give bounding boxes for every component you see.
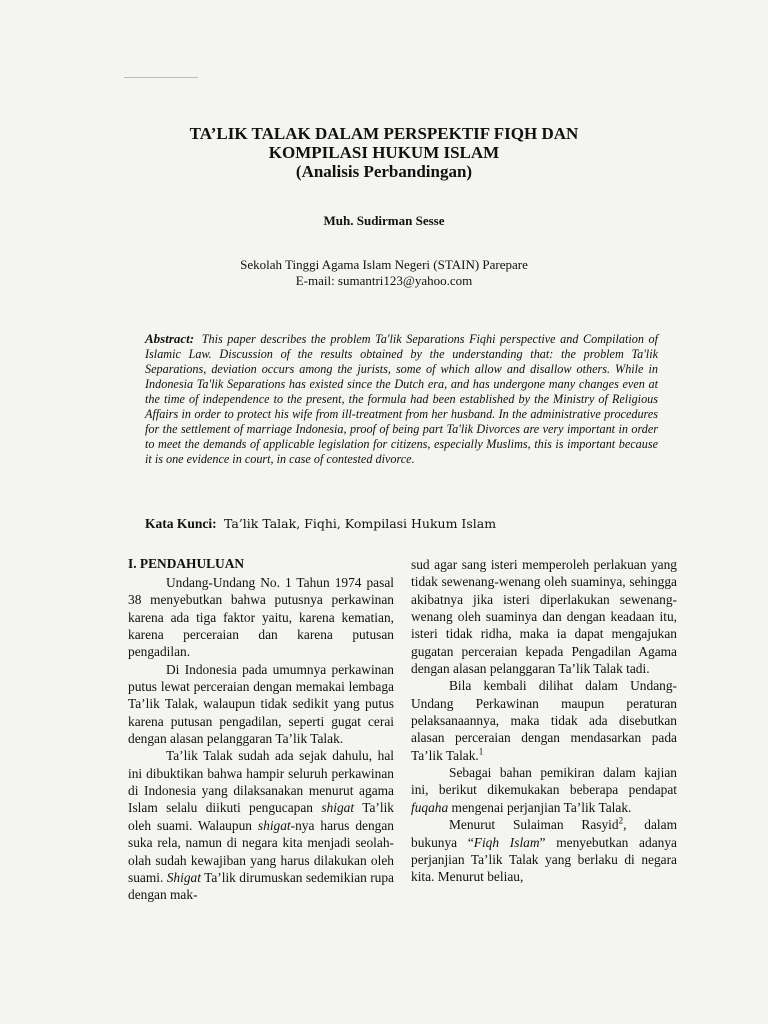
paper-title xyxy=(100,124,668,181)
affiliation xyxy=(100,257,668,289)
text-span: , dalam bukunya “ xyxy=(411,817,678,850)
institution: Sekolah Tinggi Agama Islam Negeri (STAIN) Parepare xyxy=(240,257,528,272)
text-span: ” menyebutkan adanya perjanjian Ta’lik Talak yang berlaku di negara kita. Menurut beliau, xyxy=(411,834,677,885)
paragraph: sud agar sang isteri memperoleh perlakuan yang tidak sewenang-wenang oleh suaminya, sehingga akibatnya jika isteri diperlakukan sewenang-wenang oleh suaminya dan dengan keadaan itu, isteri tidak ridha, maka ia dapat mengajukan gugatan perceraian kepada Pengadilan Agama dengan alasan pelanggaran Ta’lik Talak tadi. xyxy=(411,557,677,677)
italic-term: shigat xyxy=(321,800,355,816)
text-span: Menurut Sulaiman Rasyid xyxy=(449,817,619,833)
italic-term: Shigat xyxy=(166,869,201,885)
paragraph xyxy=(128,747,394,903)
text-span: Ta’lik dirumuskan sedemikian rupa dengan mak- xyxy=(128,869,394,903)
section-heading: I. PENDAHULUAN xyxy=(128,556,245,571)
text-span: Ta’lik oleh suami. Walaupun xyxy=(128,800,394,833)
title-line-2: KOMPILASI HUKUM ISLAM xyxy=(268,143,500,162)
italic-term: fuqaha xyxy=(411,799,449,815)
abstract-text: This paper describes the problem Ta'lik Separations Fiqhi perspective and Compilation of Islamic Law. Discussion of the results obtained by the understanding that: the problem Ta'lik Separations, deviation occurs among the jurists, some of which allow and disallow others. While in Indonesia Ta'lik Separations has existed since the Dutch era, and has undergone many changes even at the time of independence to the present, the formula had been established by the Ministry of Religious Affairs in order to protect his wife from ill-treatment from her husband. In the administrative procedures for the settlement of marriage Indonesia, proof of being part Ta'lik Divorces are very important in order to meet the demands of applicable legislation for citizens, especially Muslims, this is important because it is one evidence in court, in case of contested divorce. xyxy=(145,332,659,466)
left-column xyxy=(128,556,394,904)
footnote-ref[interactable]: 1 xyxy=(478,746,484,757)
email: E-mail: sumantri123@yahoo.com xyxy=(295,273,473,288)
text-span: -nya harus dengan suka rela, namun di negara kita menjadi seolah-olah sudah kewajiban yang harus dilakukan oleh suami. xyxy=(128,817,394,885)
keywords-value: Ta’lik Talak, Fiqhi, Kompilasi Hukum Islam xyxy=(224,516,497,531)
paragraph xyxy=(411,764,677,816)
text-span: Ta’lik Talak sudah ada sejak dahulu, hal ini dibuktikan bahwa hampir seluruh perkawinan di Indonesia yang dilaksanakan menurut agama Islam selalu diikuti pengucapan xyxy=(128,748,394,816)
keywords-label: Kata Kunci: xyxy=(145,516,217,531)
abstract-label: Abstract: xyxy=(145,331,195,346)
abstract xyxy=(145,331,658,467)
italic-term: Fiqh Islam xyxy=(473,834,540,850)
right-column xyxy=(411,556,677,886)
header-rule xyxy=(124,77,198,78)
author-name: Muh. Sudirman Sesse xyxy=(323,213,445,228)
paragraph: Undang-Undang No. 1 Tahun 1974 pasal 38 menyebutkan bahwa putusnya perkawinan karena ada tiga faktor yaitu, karena kematian, karena perceraian dan karena putusan pengadilan. xyxy=(128,575,394,660)
text-span: Sebagai bahan pemikiran dalam kajian ini, berikut dikemukakan beberapa pendapat xyxy=(411,765,677,798)
footnote-ref[interactable]: 2 xyxy=(618,815,624,826)
text-span: mengenai perjanjian Ta’lik Talak. xyxy=(448,799,632,815)
italic-term: shigat xyxy=(257,817,291,833)
paragraph xyxy=(411,677,677,764)
text-span: Bila kembali dilihat dalam Undang-Undang Perkawinan maupun peraturan pelaksanaannya, maka tidak ada disebutkan alasan perceraian dengan mendasarkan pada Ta’lik Talak. xyxy=(411,678,677,763)
keywords xyxy=(145,516,496,532)
paragraph: Di Indonesia pada umumnya perkawinan putus lewat perceraian dengan memakai lembaga Ta’lik Talak, walaupun tidak sedikit yang putus karena putusan pengadilan, seperti gugat cerai dengan alasan pelanggaran Ta’lik Talak. xyxy=(128,661,394,747)
title-line-1: TA’LIK TALAK DALAM PERSPEKTIF FIQH DAN xyxy=(189,124,579,143)
title-line-3: (Analisis Perbandingan) xyxy=(295,162,473,181)
paragraph xyxy=(411,816,677,885)
